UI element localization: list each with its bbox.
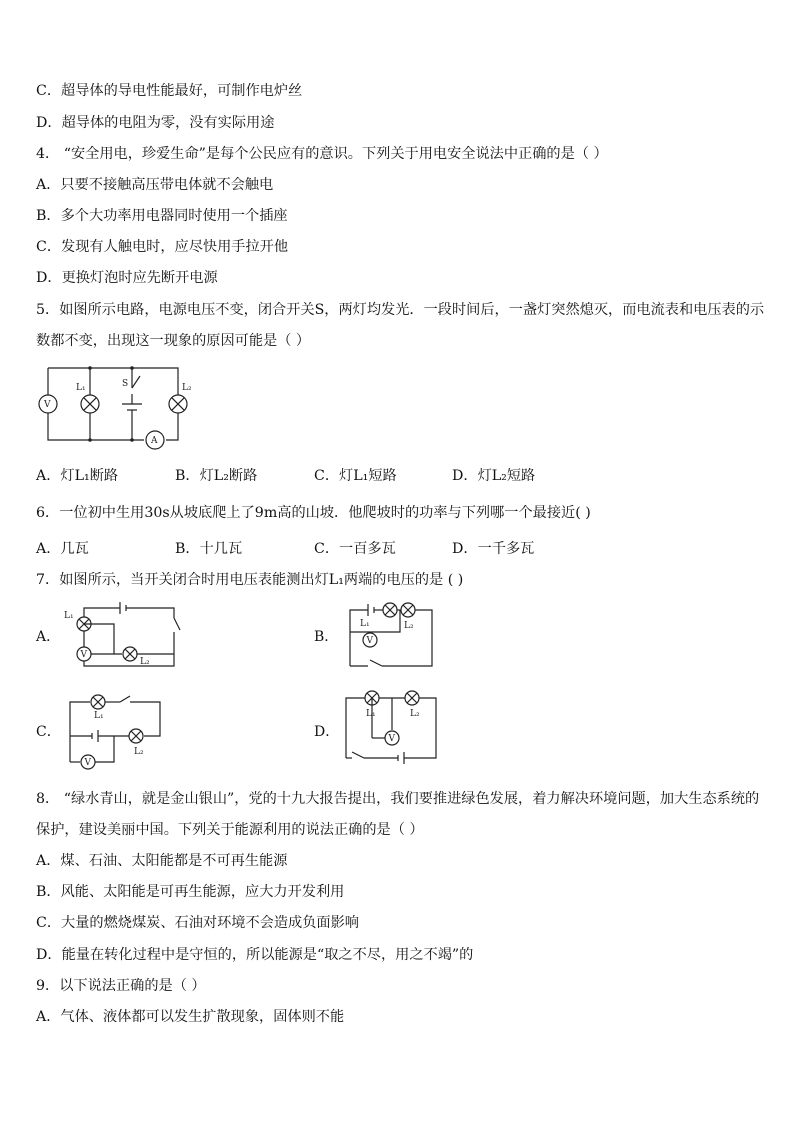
- svg-text:L₁: L₁: [76, 383, 86, 393]
- q5-stem-line1: 5．如图所示电路，电源电压不变，闭合开关S，两灯均发光．一段时间后，一盏灯突然熄灭，而电流表和电压表的示: [36, 302, 765, 318]
- q4-option-d: D．更换灯泡时应先断开电源: [36, 270, 218, 286]
- q6-option-c: C．一百多瓦: [314, 541, 396, 557]
- svg-text:L₁: L₁: [366, 709, 376, 719]
- svg-text:V: V: [44, 400, 51, 410]
- svg-text:V: V: [84, 758, 91, 768]
- svg-text:V: V: [80, 650, 87, 660]
- q6-option-b: B．十几瓦: [175, 541, 243, 557]
- q5-stem-line2: 数都不变，出现这一现象的原因可能是（ ）: [36, 333, 311, 349]
- svg-text:L₁: L₁: [94, 711, 104, 721]
- q8-stem-line2: 保护，建设美丽中国。下列关于能源利用的说法正确的是（ ）: [36, 822, 424, 838]
- q5-option-d: D．灯L₂短路: [452, 468, 536, 484]
- svg-text:V: V: [366, 636, 373, 646]
- q8-option-c: C．大量的燃烧煤炭、石油对环境不会造成负面影响: [36, 915, 359, 931]
- q5-option-a: A．灯L₁断路: [36, 468, 119, 484]
- svg-text:L₂: L₂: [182, 383, 192, 393]
- q5-option-c: C．灯L₁短路: [314, 468, 397, 484]
- svg-text:V: V: [388, 734, 395, 744]
- svg-text:S: S: [122, 379, 129, 389]
- svg-text:L₂: L₂: [140, 657, 150, 667]
- svg-text:L₂: L₂: [404, 621, 414, 631]
- q6-stem: 6．一位初中生用30s从坡底爬上了9m高的山坡．他爬坡时的功率与下列哪一个最接近( ): [36, 505, 591, 521]
- q4-option-b: B．多个大功率用电器同时使用一个插座: [36, 208, 288, 224]
- q5-circuit-diagram: [36, 364, 196, 448]
- q7-stem: 7．如图所示，当开关闭合时用电压表能测出灯L₁两端的电压的是 ( ): [36, 572, 464, 588]
- q4-stem: 4． “安全用电，珍爱生命”是每个公民应有的意识。下列关于用电安全说法中正确的是（ ）: [36, 146, 608, 162]
- q4-option-a: A．只要不接触高压带电体就不会触电: [36, 177, 274, 193]
- q7-circuit-d: [342, 688, 442, 768]
- q9-option-a: A．气体、液体都可以发生扩散现象，固体则不能: [36, 1009, 345, 1025]
- q8-option-a: A．煤、石油、太阳能都是不可再生能源: [36, 853, 288, 869]
- q7-label-b: B．: [314, 629, 339, 645]
- q7-label-c: C．: [36, 724, 61, 740]
- q8-option-b: B．风能、太阳能是可再生能源，应大力开发利用: [36, 884, 345, 900]
- q3-option-d: D．超导体的电阻为零，没有实际用途: [36, 115, 275, 131]
- q7-label-a: A．: [36, 629, 61, 645]
- q3-option-c: C．超导体的导电性能最好，可制作电炉丝: [36, 83, 303, 99]
- svg-text:L₂: L₂: [134, 747, 144, 757]
- svg-text:L₁: L₁: [360, 619, 370, 629]
- q6-option-a: A．几瓦: [36, 541, 89, 557]
- q8-option-d: D．能量在转化过程中是守恒的，所以能源是“取之不尽，用之不竭”的: [36, 947, 474, 963]
- q7-circuit-a: [64, 600, 184, 672]
- q7-label-d: D．: [314, 724, 340, 740]
- q5-option-b: B．灯L₂断路: [175, 468, 258, 484]
- svg-text:L₁: L₁: [64, 611, 74, 621]
- q8-stem-line1: 8． “绿水青山，就是金山银山”，党的十九大报告提出，我们要推进绿色发展，着力解决环境问题，加大生态系统的: [36, 791, 760, 807]
- q7-circuit-c: [64, 690, 174, 770]
- svg-text:L₂: L₂: [410, 709, 420, 719]
- q7-circuit-b: [342, 600, 438, 672]
- svg-text:A: A: [151, 436, 158, 446]
- q9-stem: 9．以下说法正确的是（ ）: [36, 978, 206, 994]
- q6-option-d: D．一千多瓦: [452, 541, 535, 557]
- q4-option-c: C．发现有人触电时，应尽快用手拉开他: [36, 239, 289, 255]
